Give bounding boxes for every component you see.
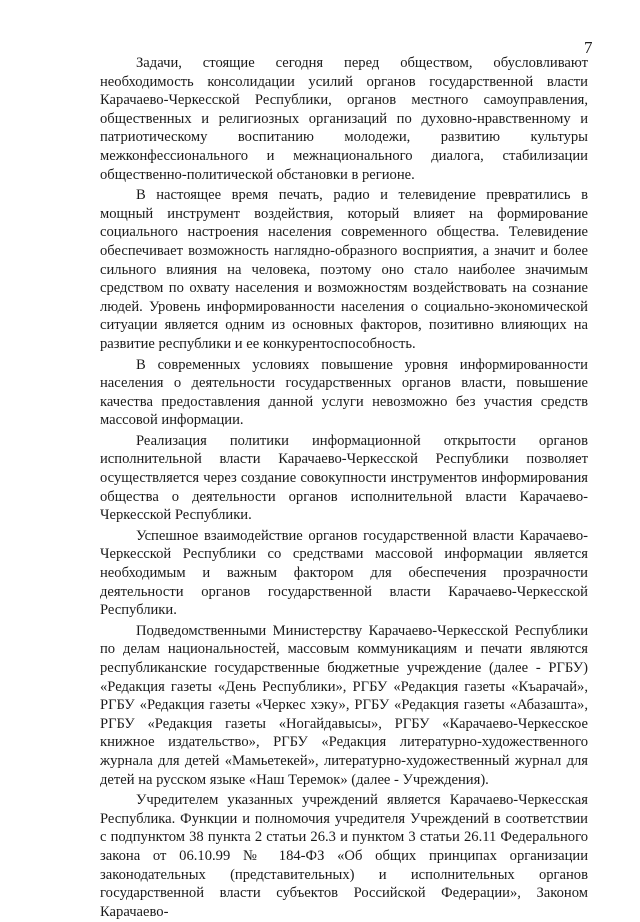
- paragraph: В современных условиях повышение уровня информированности населения о деятельности государственных органов власти, повышение качества предоставления данной услуги невозможно без участия средств массовой информации.: [100, 356, 588, 429]
- paragraph: Подведомственными Министерству Карачаево-Черкесской Республики по делам национальностей, массовым коммуникациям и печати являются республиканские государственные бюджетные учреждение (далее - РГБУ) «Редакция газеты «День Республики», РГБУ «Редакция газеты «Къарачай», РГБУ «Редакция газеты «Черкес хэку», РГБУ «Редакция газеты «Абазашта», РГБУ «Редакция газеты «Ногайдавысы», РГБУ «Карачаево-Черкесское книжное издательство», РГБУ «Редакция литературно-художественного журнала для детей «Мамьетекей», литературно-художественный журнал для детей на русском языке «Наш Теремок» (далее - Учреждения).: [100, 622, 588, 788]
- paragraph: Успешное взаимодействие органов государственной власти Карачаево-Черкесской Республики со средствами массовой информации является необходимым и важным фактором для обеспечения прозрачности деятельности органов государственной власти Карачаево-Черкесской Республики.: [100, 527, 588, 619]
- paragraph: Реализация политики информационной открытости органов исполнительной власти Карачаево-Черкесской Республики позволяет осуществляется через создание совокупности инструментов информирования общества о деятельности органов исполнительной власти Карачаево-Черкесской Республики.: [100, 432, 588, 524]
- page-number: 7: [584, 38, 593, 57]
- paragraph: В настоящее время печать, радио и телевидение превратились в мощный инструмент воздействия, который влияет на формирование социального настроения населения современного общества. Телевидение обеспечивает возможность наглядно-образного восприятия, а значит и более сильного влияния на человека, поэтому оно стало наиболее значимым средством по охвату населения и возможностям воздействовать на сознание людей. Уровень информированности населения о социально-экономической ситуации является одним из основных факторов, позитивно влияющих на развитие республики и ее конкурентоспособность.: [100, 187, 588, 352]
- paragraph: Учредителем указанных учреждений является Карачаево-Черкесская Республика. Функции и полномочия учредителя Учреждений в соответствии с подпунктом 38 пункта 2 статьи 26.3 и пунктом 3 статьи 26.11 Федерального закона от 06.10.99 № 184-ФЗ «Об общих принципах организации законодательных (представительных) и исполнительных органов государственной власти субъектов Российской Федерации», Законом Карачаево-: [100, 792, 588, 920]
- document-body: [100, 54, 588, 922]
- paragraph: Задачи, стоящие сегодня перед обществом, обусловливают необходимость консолидации усилий органов государственной власти Карачаево-Черкесской Республики, органов местного самоуправления, общественных и религиозных организаций по духовно-нравственному и патриотическому воспитанию молодежи, развитию культуры межконфессионального и межнационального диалога, стабилизации общественно-политической обстановки в регионе.: [100, 55, 588, 183]
